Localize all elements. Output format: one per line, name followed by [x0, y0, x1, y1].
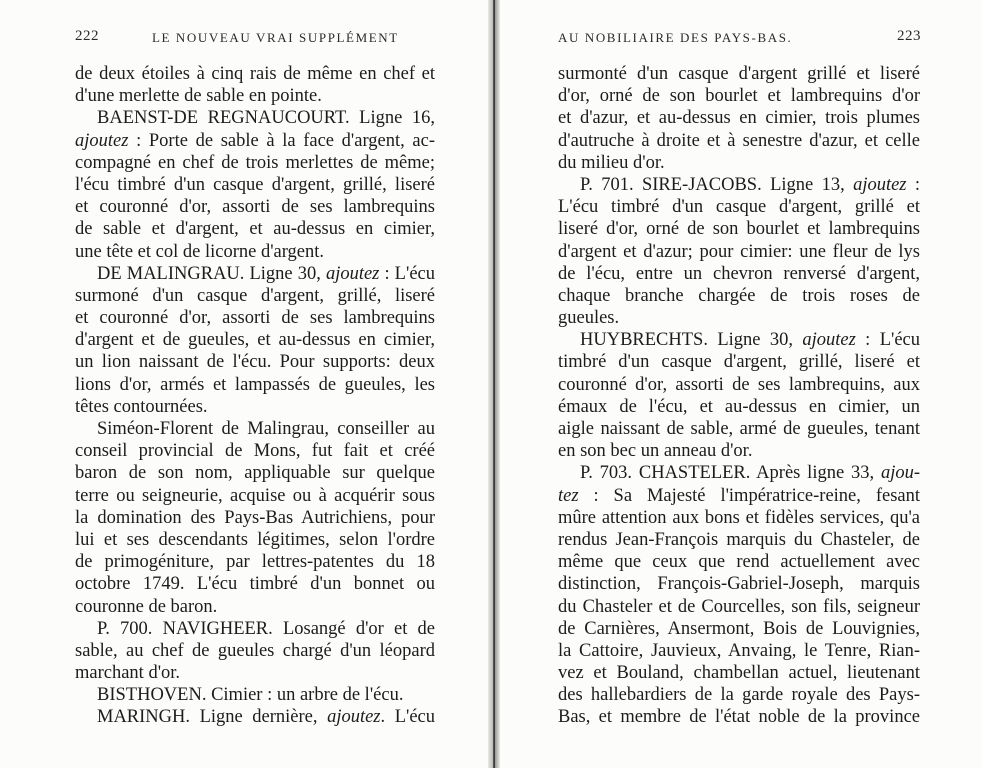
text-line: P. 700. NAVIGHEER. Losangé d'or et de	[97, 618, 435, 639]
text-line: même que ceux que rend actuellement avec	[558, 552, 920, 573]
text-line: et d'azur, et au-dessus en cimier, trois plumes	[558, 108, 920, 129]
text-line: de primogéniture, par lettres-patentes du 18	[75, 552, 435, 573]
text-line: et couronné d'or, assorti de ses lambrequins	[75, 197, 435, 218]
text-line: du Chasteler et de Courcelles, son fils, seigneur	[558, 596, 920, 617]
book-gutter	[488, 0, 500, 768]
right-page-text	[558, 63, 920, 729]
text-line: timbré d'un casque d'argent, grillé, liseré et	[558, 352, 920, 373]
text-line: tez : Sa Majesté l'impératrice-reine, fesant	[558, 485, 920, 506]
text-line: distinction, François-Gabriel-Joseph, marquis	[558, 574, 920, 595]
text-line: P. 703. CHASTELER. Après ligne 33, ajou-	[580, 463, 920, 484]
text-line: BISTHOVEN. Cimier : un arbre de l'écu.	[97, 685, 404, 706]
text-line: mûre attention aux bons et fidèles services, qu'a	[558, 507, 920, 528]
left-page-number: 222	[75, 28, 99, 44]
text-line: couronné d'or, assorti de ses lambrequins, aux	[558, 374, 920, 395]
text-line: baron de son nom, appliquable sur quelque	[75, 463, 435, 484]
text-line: têtes contournées.	[75, 396, 208, 417]
text-line: un lion naissant de l'écu. Pour supports: deux	[75, 352, 435, 373]
left-page	[0, 0, 490, 768]
text-line: L'écu timbré d'un casque d'argent, grillé et	[558, 197, 920, 218]
text-line: surmonté d'un casque d'argent grillé et liseré	[558, 64, 920, 84]
text-line: d'une merlette de sable en pointe.	[75, 86, 322, 107]
text-line: conseil provincial de Mons, fut fait et créé	[75, 441, 435, 462]
text-line: lui et ses descendants légitimes, selon l'ordre	[75, 529, 435, 550]
left-page-text	[75, 63, 435, 729]
text-line: gueules.	[558, 308, 620, 329]
text-line: terre ou seigneurie, acquise ou à acquérir sous	[75, 485, 435, 506]
text-line: une tête et col de licorne d'argent.	[75, 241, 325, 262]
text-line: liseré d'or, orné de son bourlet et lambrequins	[558, 219, 920, 240]
text-line: couronne de baron.	[75, 596, 218, 617]
text-line: d'or, orné de son bourlet et lambrequins d'or	[558, 86, 920, 107]
text-line: MARINGH. Ligne dernière, ajoutez. L'écu	[97, 707, 436, 728]
text-line: la Cattoire, Jauvieux, Anvaing, le Tenre, Rian-	[558, 640, 920, 661]
text-line: des hallebardiers de la garde royale des Pays-	[558, 685, 920, 706]
right-page-number: 223	[897, 28, 921, 44]
text-line: de sable et d'argent, et au-dessus en cimier,	[75, 219, 435, 240]
text-line: lions d'or, armés et lampassés de gueules, les	[75, 374, 435, 395]
text-line: marchant d'or.	[75, 663, 181, 684]
text-line: d'autruche à droite et à senestre d'azur, et celle	[558, 130, 920, 151]
text-line: de deux étoiles à cinq rais de même en chef et	[75, 64, 435, 84]
text-line: du milieu d'or.	[558, 152, 665, 173]
text-line: rendus Jean-François marquis du Chasteler, de	[558, 529, 920, 550]
text-line: HUYBRECHTS. Ligne 30, ajoutez : L'écu	[580, 330, 920, 351]
text-line: BAENST-DE REGNAUCOURT. Ligne 16,	[97, 108, 435, 129]
text-line: d'argent et d'azur; pour cimier: une fleur de lys	[558, 241, 920, 262]
text-line: sable, au chef de gueules chargé d'un léopard	[75, 640, 435, 661]
text-line: de l'écu, entre un chevron renversé d'argent,	[558, 263, 920, 284]
text-line: Bas, et membre de l'état noble de la province	[558, 707, 920, 728]
text-line: P. 701. SIRE-JACOBS. Ligne 13, ajoutez :	[580, 174, 921, 195]
text-line: aigle naissant de sable, armé de gueules, tenant	[558, 419, 920, 439]
text-line: ajoutez : Porte de sable à la face d'argent, ac-	[75, 130, 435, 151]
text-line: surmoné d'un casque d'argent, grillé, liseré	[75, 285, 435, 306]
right-running-title: AU NOBILIAIRE DES PAYS-BAS.	[558, 30, 793, 45]
right-page	[500, 0, 982, 768]
text-line: la domination des Pays-Bas Autrichiens, pour	[75, 507, 435, 528]
text-line: chaque branche chargée de trois roses de	[558, 285, 920, 306]
text-line: Siméon-Florent de Malingrau, conseiller au	[97, 419, 435, 439]
text-line: en son bec un anneau d'or.	[558, 441, 753, 462]
text-line: vez et Bouland, chambellan actuel, lieutenant	[558, 663, 920, 684]
left-running-title: LE NOUVEAU VRAI SUPPLÉMENT	[152, 30, 399, 45]
text-line: octobre 1749. L'écu timbré d'un bonnet ou	[75, 574, 435, 595]
text-line: d'argent et de gueules, et au-dessus en cimier,	[75, 330, 435, 351]
text-line: compagné en chef de trois merlettes de même;	[75, 152, 435, 173]
text-line: de Carnières, Ansermont, Bois de Louvignies,	[558, 618, 920, 639]
text-line: et couronné d'or, assorti de ses lambrequins	[75, 308, 435, 329]
text-line: émaux de l'écu, et au-dessus en cimier, un	[558, 396, 920, 417]
text-line: DE MALINGRAU. Ligne 30, ajoutez : L'écu	[97, 263, 435, 284]
text-line: l'écu timbré d'un casque d'argent, grillé, liseré	[75, 174, 435, 195]
